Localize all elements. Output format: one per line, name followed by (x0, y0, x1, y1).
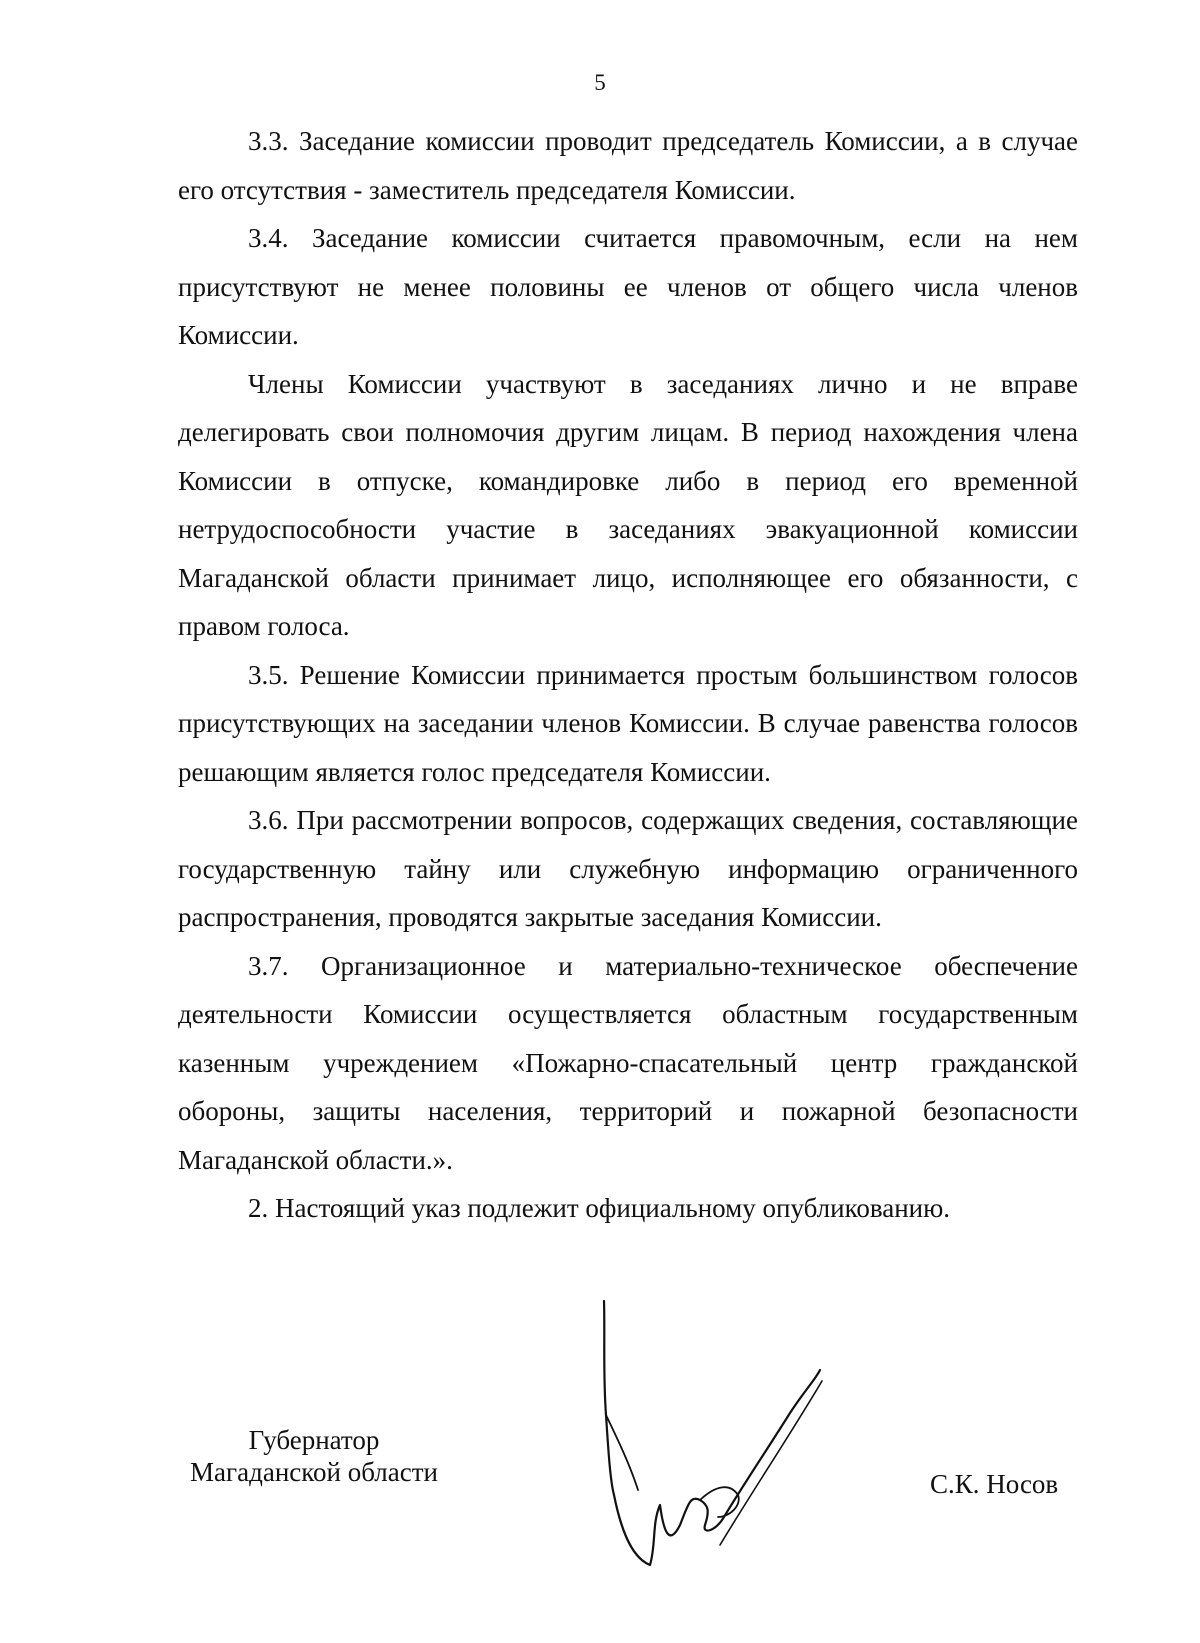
paragraph-3-7: 3.7. Организационное и материально-техническое обеспечение деятельности Комиссии осуществляется областным государственным казенным учреждением «Пожарно-спасательный центр гражданской обороны, защиты населения, территорий и пожарной безопасности Магаданской области.». (178, 950, 1078, 1175)
paragraph-3-6: 3.6. При рассмотрении вопросов, содержащих сведения, составляющие государственную тайну или служебную информацию ограниченного распространения, проводятся закрытые заседания Комиссии. (178, 805, 1078, 932)
signatory-position-line1: Губернатор (248, 1425, 380, 1455)
paragraph-3-4: 3.4. Заседание комиссии считается правомочным, если на нем присутствуют не менее половины ее членов от общего числа членов Комиссии. (178, 223, 1078, 350)
document-body (178, 117, 1078, 1233)
paragraph-3-3: 3.3. Заседание комиссии проводит председатель Комиссии, а в случае его отсутствия - заместитель председателя Комиссии. (178, 126, 1078, 205)
signatory-position (184, 1424, 444, 1488)
page-number: 5 (594, 70, 606, 95)
paragraph-publication: 2. Настоящий указ подлежит официальному опубликованию. (248, 1193, 951, 1223)
signatory-position-line2: Магаданской области (190, 1457, 438, 1487)
paragraph-members: Члены Комиссии участвуют в заседаниях лично и не вправе делегировать свои полномочия другим лицам. В период нахождения члена Комиссии в отпуске, командировке либо в период его временной нетрудоспособности участие в заседаниях эвакуационной комиссии Магаданской области принимает лицо, исполняющее его обязанности, с правом голоса. (178, 368, 1078, 641)
paragraph-3-5: 3.5. Решение Комиссии принимается простым большинством голосов присутствующих на заседании членов Комиссии. В случае равенства голосов решающим является голос председателя Комиссии. (178, 659, 1078, 787)
signatory-name: С.К. Носов (930, 1469, 1059, 1499)
handwritten-signature-icon (590, 1295, 880, 1585)
